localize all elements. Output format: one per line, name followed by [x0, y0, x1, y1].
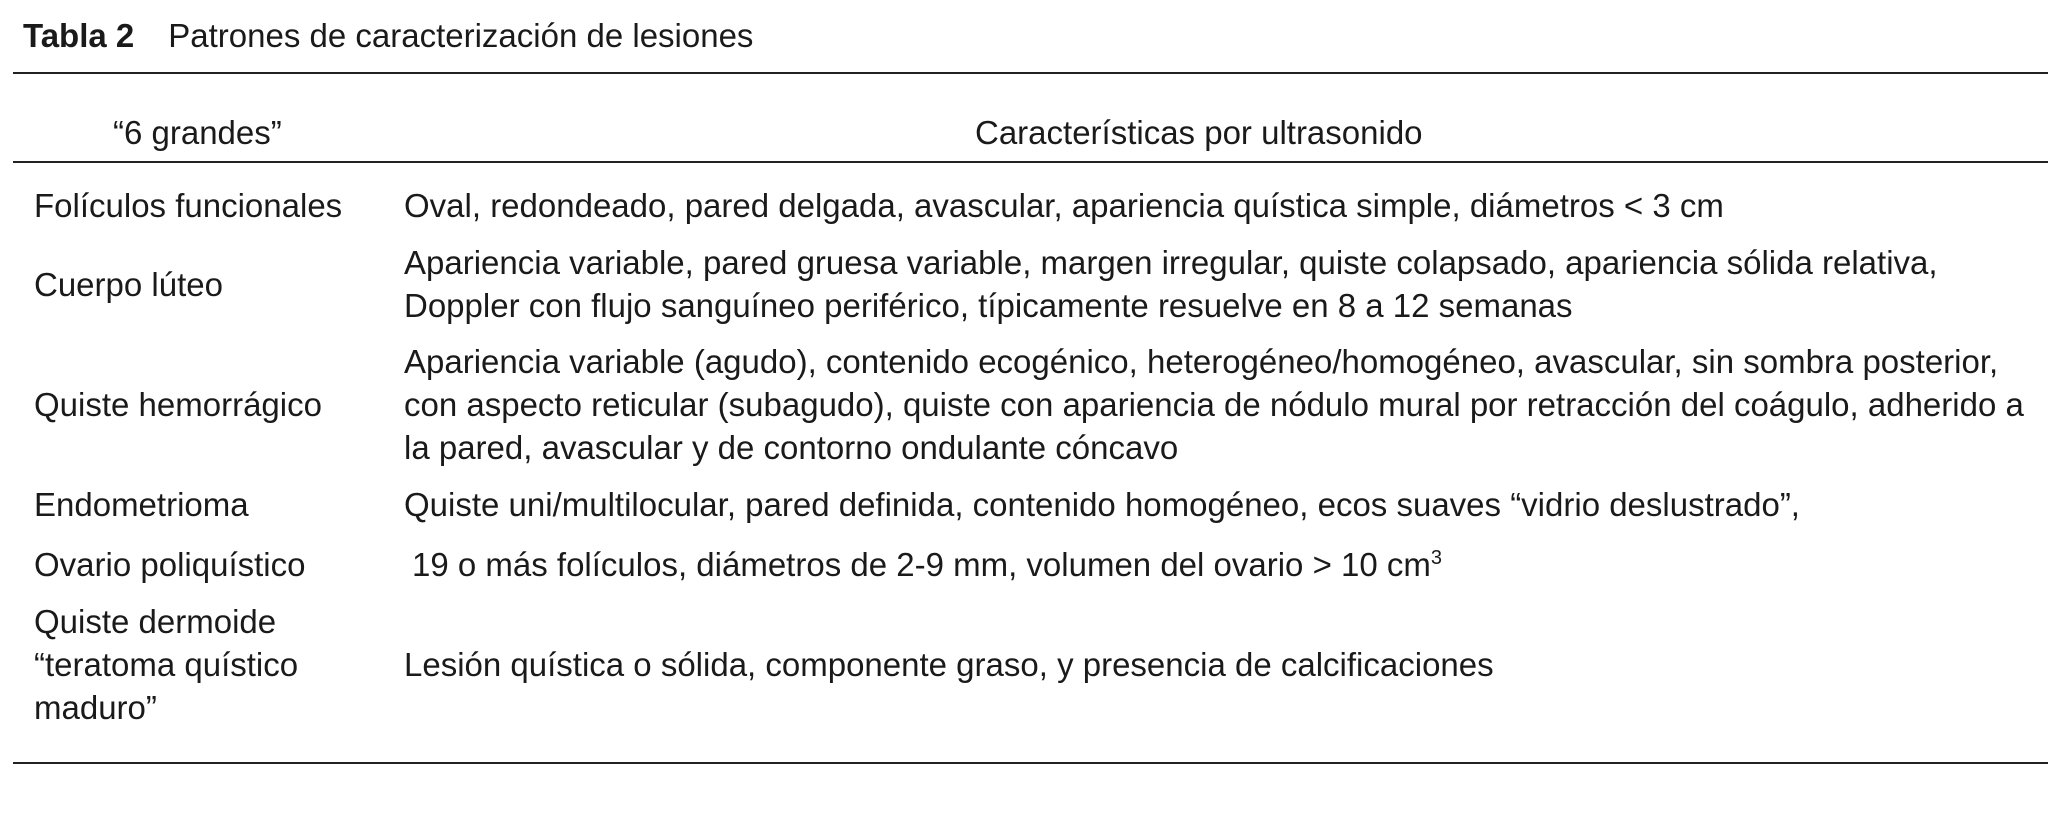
row-description: Oval, redondeado, pared delgada, avascular, apariencia quística simple, diámetros < 3 cm — [404, 187, 1724, 224]
header-rule — [13, 161, 2048, 163]
row-description-text: 19 o más folículos, diámetros de 2-9 mm, volumen del ovario > 10 cm — [412, 546, 1431, 583]
row-name: Quiste dermoide “teratoma quístico maduro” — [34, 603, 299, 726]
row-description: Lesión quística o sólida, componente graso, y presencia de calcificaciones — [404, 646, 1494, 683]
row-description: Apariencia variable (agudo), contenido ecogénico, heterogéneo/homogéneo, avascular, sin sombra posterior, con aspecto reticular (subagudo), quiste con apariencia de nódulo mural por retracción del coágulo, adherido a la pared, avascular y de contorno ondulante cóncavo — [404, 343, 2024, 466]
table-caption — [23, 14, 753, 58]
row-name: Ovario poliquístico — [34, 546, 306, 583]
header-col-six-big: “6 grandes” — [113, 114, 282, 151]
bottom-rule — [13, 762, 2048, 764]
table-label: Tabla 2 — [23, 17, 135, 54]
row-description: Apariencia variable, pared gruesa variable, margen irregular, quiste colapsado, apariencia sólida relativa, Doppler con flujo sanguíneo periférico, típicamente resuelve en 8 a 12 semanas — [404, 244, 1938, 324]
table-title: Patrones de caracterización de lesiones — [168, 17, 754, 54]
header-col-ultrasound: Características por ultrasonido — [975, 114, 1423, 151]
row-name: Cuerpo lúteo — [34, 266, 223, 303]
superscript: 3 — [1430, 547, 1442, 569]
row-name: Folículos funcionales — [34, 187, 343, 224]
top-rule — [13, 72, 2048, 74]
row-name: Quiste hemorrágico — [34, 386, 322, 423]
row-description: Quiste uni/multilocular, pared definida, contenido homogéneo, ecos suaves “vidrio deslustrado”, — [404, 486, 1800, 523]
row-description — [412, 543, 2062, 586]
row-name: Endometrioma — [34, 486, 249, 523]
